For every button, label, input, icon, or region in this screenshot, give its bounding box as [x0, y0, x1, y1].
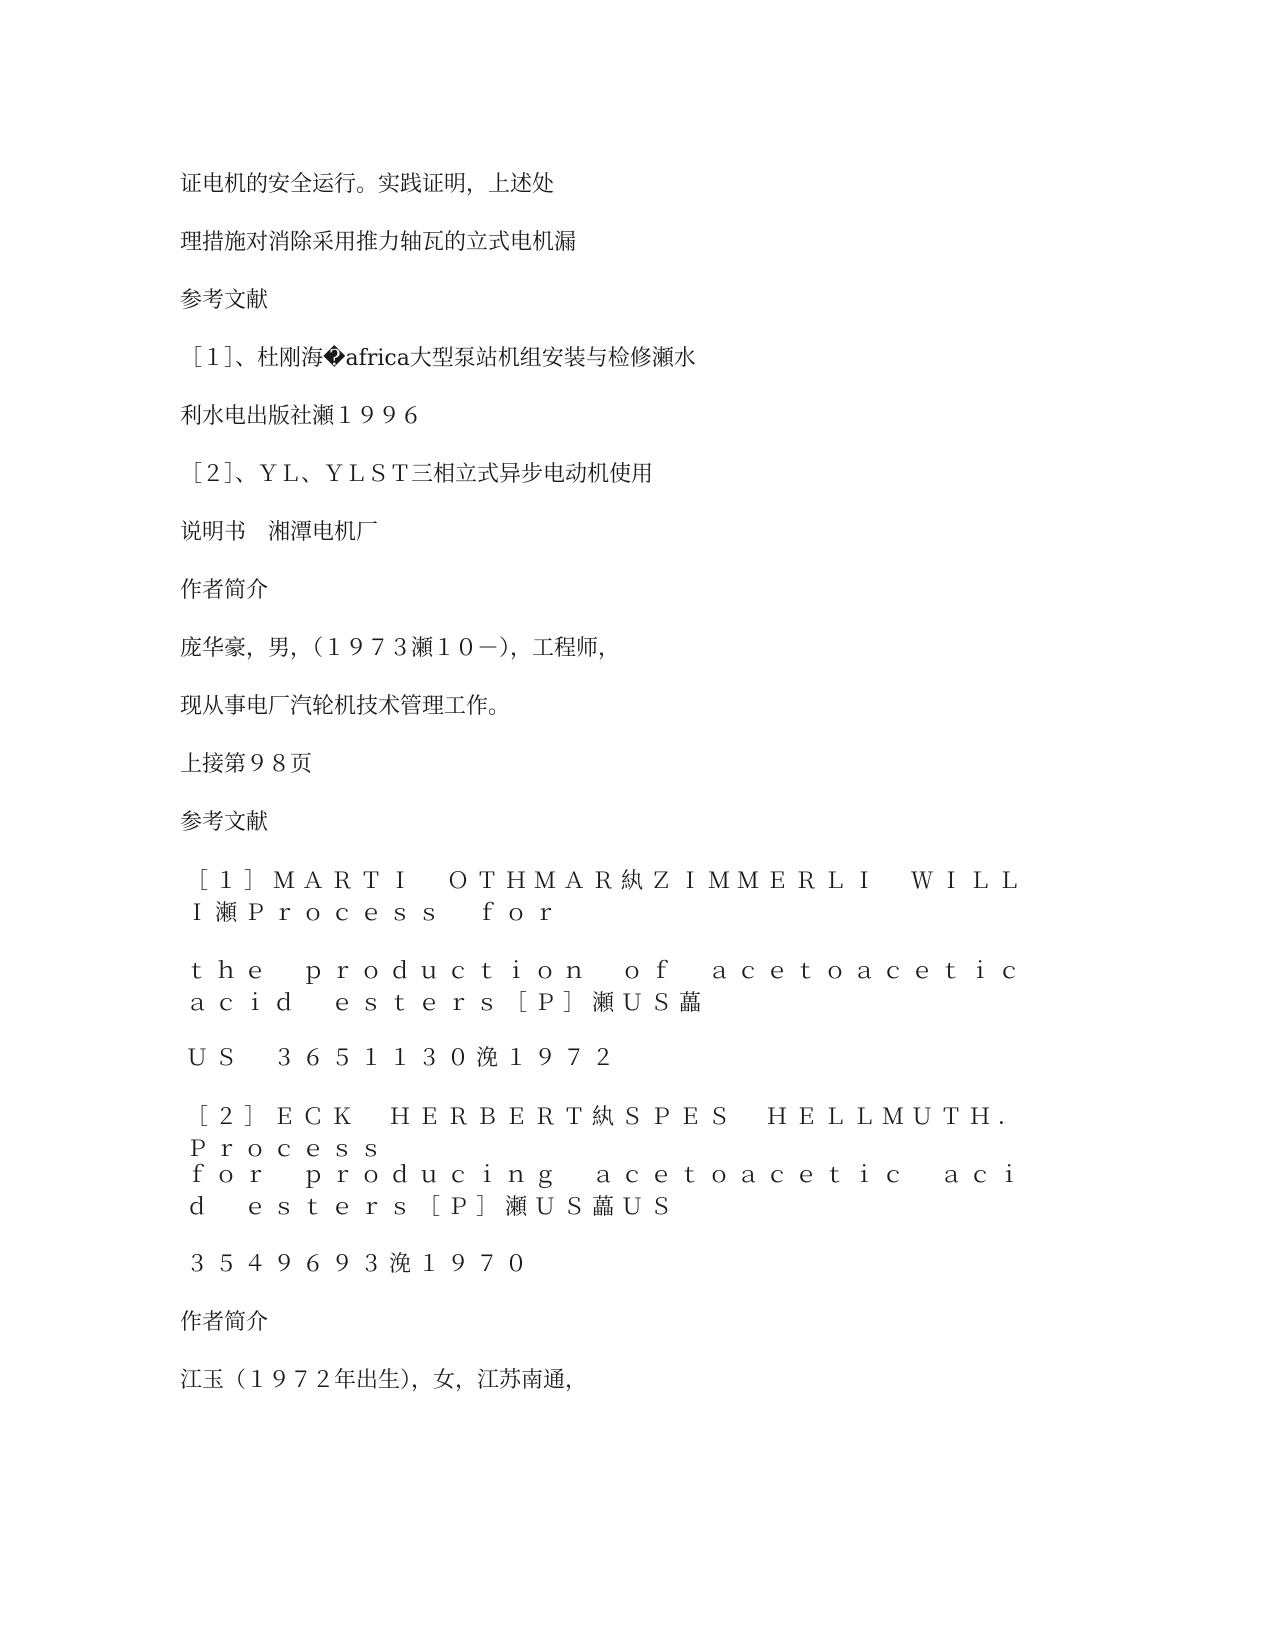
body-text-line: 证电机的安全运行。实践证明，上述处	[180, 172, 555, 197]
body-text-line: 理措施对消除采用推力轴瓦的立式电机漏	[180, 230, 577, 255]
reference-entry: ＵＳ ３６５１１３０浼１９７２	[186, 1046, 622, 1071]
author-bio-line: 现从事电厂汽轮机技术管理工作。	[180, 694, 511, 719]
section-heading-author: 作者简介	[180, 578, 269, 603]
reference-entry: 说明书 湘潭电机厂	[180, 520, 379, 545]
reference-entry: ［１］、杜刚海�africa大型泵站机组安装与检修瀬水	[180, 346, 696, 371]
reference-entry: ［２］ＥＣＫ ＨＥＲＢＥＲＴ紈ＳＰＥＳ ＨＥＬＬＭＵＴＨ．Ｐｒｏｃｅｓｓ	[186, 1105, 1028, 1162]
reference-entry: ｆｏｒ ｐｒｏｄｕｃｉｎｇ ａｃｅｔｏａｃｅｔｉｃ ａｃｉｄ ｅｓｔｅｒｓ［Ｐ］瀬ＵＳ藟ＵＳ	[186, 1163, 1028, 1220]
section-heading-references: 参考文献	[180, 810, 269, 835]
reference-entry: 利水电出版社瀬１９９６	[180, 404, 423, 429]
author-bio-line: 庞华豪，男，（１９７３瀬１０－），工程师，	[180, 636, 621, 661]
section-heading-author: 作者简介	[180, 1310, 269, 1335]
reference-entry: ［２］、ＹＬ、ＹＬＳＴ三相立式异步电动机使用	[180, 462, 654, 487]
reference-entry: ｔｈｅ ｐｒｏｄｕｃｔｉｏｎ ｏｆ ａｃｅｔｏａｃｅｔｉｃ ａｃｉｄ ｅｓｔｅｒｓ［Ｐ］瀬ＵＳ藟	[186, 959, 1057, 1016]
section-heading-references: 参考文献	[180, 288, 269, 313]
reference-entry: ３５４９６９３浼１９７０	[186, 1252, 535, 1277]
continuation-note: 上接第９８页	[180, 752, 313, 777]
reference-entry: ［１］ＭＡＲＴＩ ＯＴＨＭＡＲ紈ＺＩＭＭＥＲＬＩ ＷＩＬＬＩ瀬Ｐｒｏｃｅｓｓ ｆｏｒ	[186, 869, 1028, 926]
author-bio-line: 江玉（１９７２年出生），女，江苏南通，	[180, 1368, 588, 1393]
